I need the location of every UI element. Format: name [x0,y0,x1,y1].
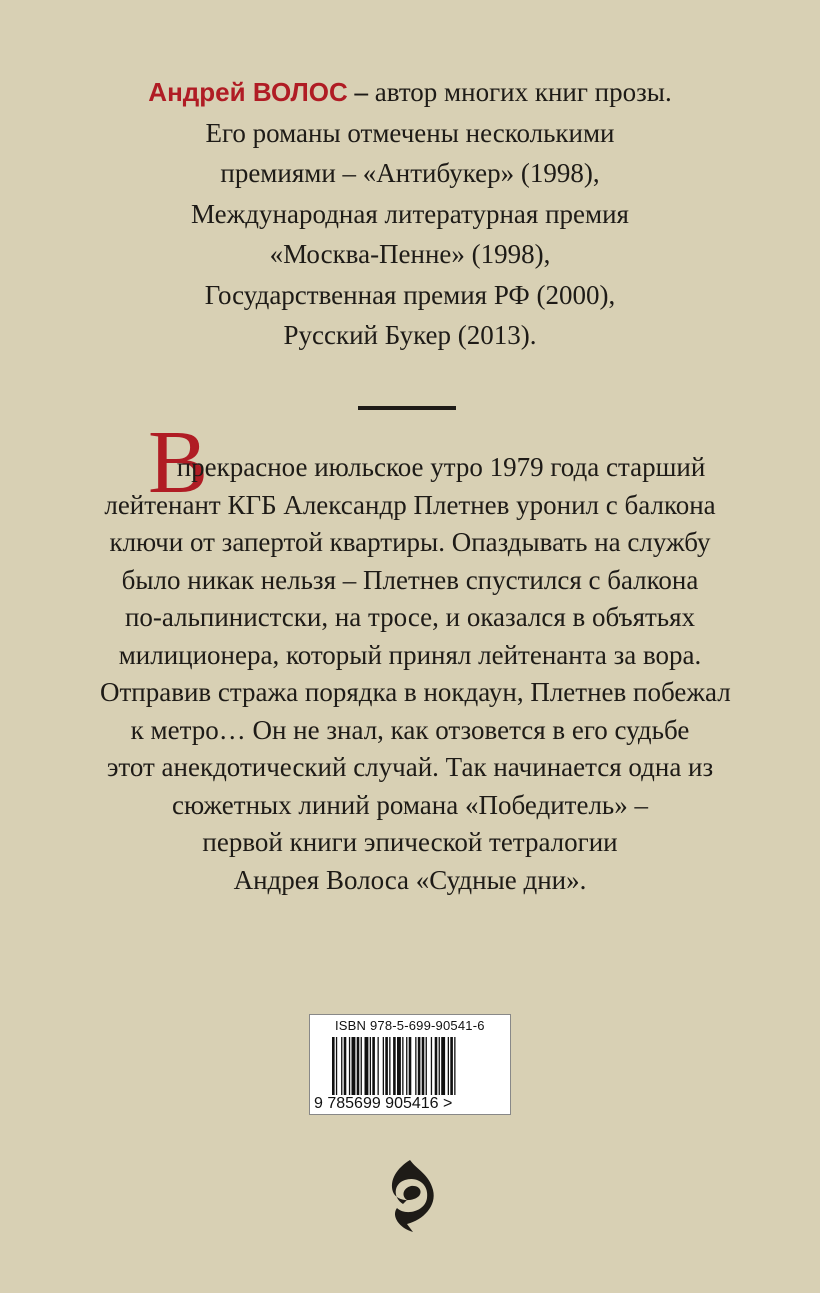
blurb-line: к метро… Он не знал, как отзовется в его судьбе [130,714,690,745]
barcode-bar [370,1037,371,1095]
barcode-bar [450,1037,453,1095]
barcode-bar [402,1037,403,1095]
author-name: Андрей ВОЛОС [148,77,348,107]
barcode-bar [439,1037,440,1095]
blurb-first-line: прекрасное июльское утро 1979 года старший [176,452,706,482]
bio-line: Международная литературная премия [191,198,629,229]
barcode-bar [448,1037,449,1095]
bio-first-rest: автор многих книг прозы. [368,77,672,107]
barcode-bar [372,1037,375,1095]
bio-line: Государственная премия РФ (2000), [204,279,616,310]
ean-digits: 9 785699 905416 > [314,1095,453,1112]
barcode-bar [454,1037,455,1095]
eksmo-logo-icon [383,1158,437,1234]
barcode-bar [349,1037,350,1095]
barcode-bar [426,1037,427,1095]
isbn-label: ISBN 978-5-699-90541-6 [335,1018,485,1033]
bio-first-line [90,72,730,113]
barcode-bar [431,1037,432,1095]
barcode-bar [415,1037,416,1095]
bio-line: «Москва-Пенне» (1998), [269,239,551,269]
blurb-line: по-альпинистски, на тросе, и оказался в объятьях [124,602,696,632]
bio-line: премиями – «Антибукер» (1998), [220,158,600,188]
barcode-bar [365,1037,369,1095]
barcode-bar [383,1037,384,1095]
blurb-line: этот анекдотический случай. Так начинается одна из [106,752,714,782]
barcode-bar [389,1037,390,1095]
blurb-line: первой книги эпической тетралогии [202,827,618,857]
blurb-line: милиционера, который принял лейтенанта за вора. [118,639,702,670]
blurb-line: ключи от запертой квартиры. Опаздывать на службу [109,527,711,557]
blurb-line: Отправив стража порядка в нокдаун, Плетнев побежал [100,677,731,707]
barcode-bar [435,1037,438,1095]
blurb-line: сюжетных линий романа «Победитель» – [172,789,648,820]
barcode-bar [409,1037,412,1095]
barcode-bar [422,1037,425,1095]
barcode-bar [352,1037,356,1095]
barcode-bars [332,1037,492,1097]
barcode-bar [418,1037,421,1095]
bio-dash: – [354,77,369,107]
barcode-bar [332,1037,335,1095]
book-blurb [100,449,731,899]
barcode-bar [385,1037,388,1095]
bio-line: Его романы отмечены несколькими [205,117,615,148]
barcode-bar [341,1037,342,1095]
barcode-bar [361,1037,362,1095]
author-bio [90,72,730,356]
section-divider [358,406,456,410]
bio-line: Русский Букер (2013). [283,320,537,350]
isbn-barcode [309,1014,511,1115]
barcode-bar [393,1037,396,1095]
barcode-bar [336,1037,337,1095]
barcode-bar [397,1037,401,1095]
drop-cap: В [148,413,209,512]
barcode-bar [378,1037,379,1095]
barcode-bar [357,1037,360,1095]
barcode-bar [344,1037,347,1095]
barcode-bar [406,1037,407,1095]
blurb-line: лейтенант КГБ Александр Плетнев уронил с балкона [104,489,716,520]
blurb-line: было никак нельзя – Плетнев спустился с балкона [121,564,699,595]
barcode-bar [441,1037,445,1095]
blurb-line: Андрея Волоса «Судные дни». [233,864,587,895]
